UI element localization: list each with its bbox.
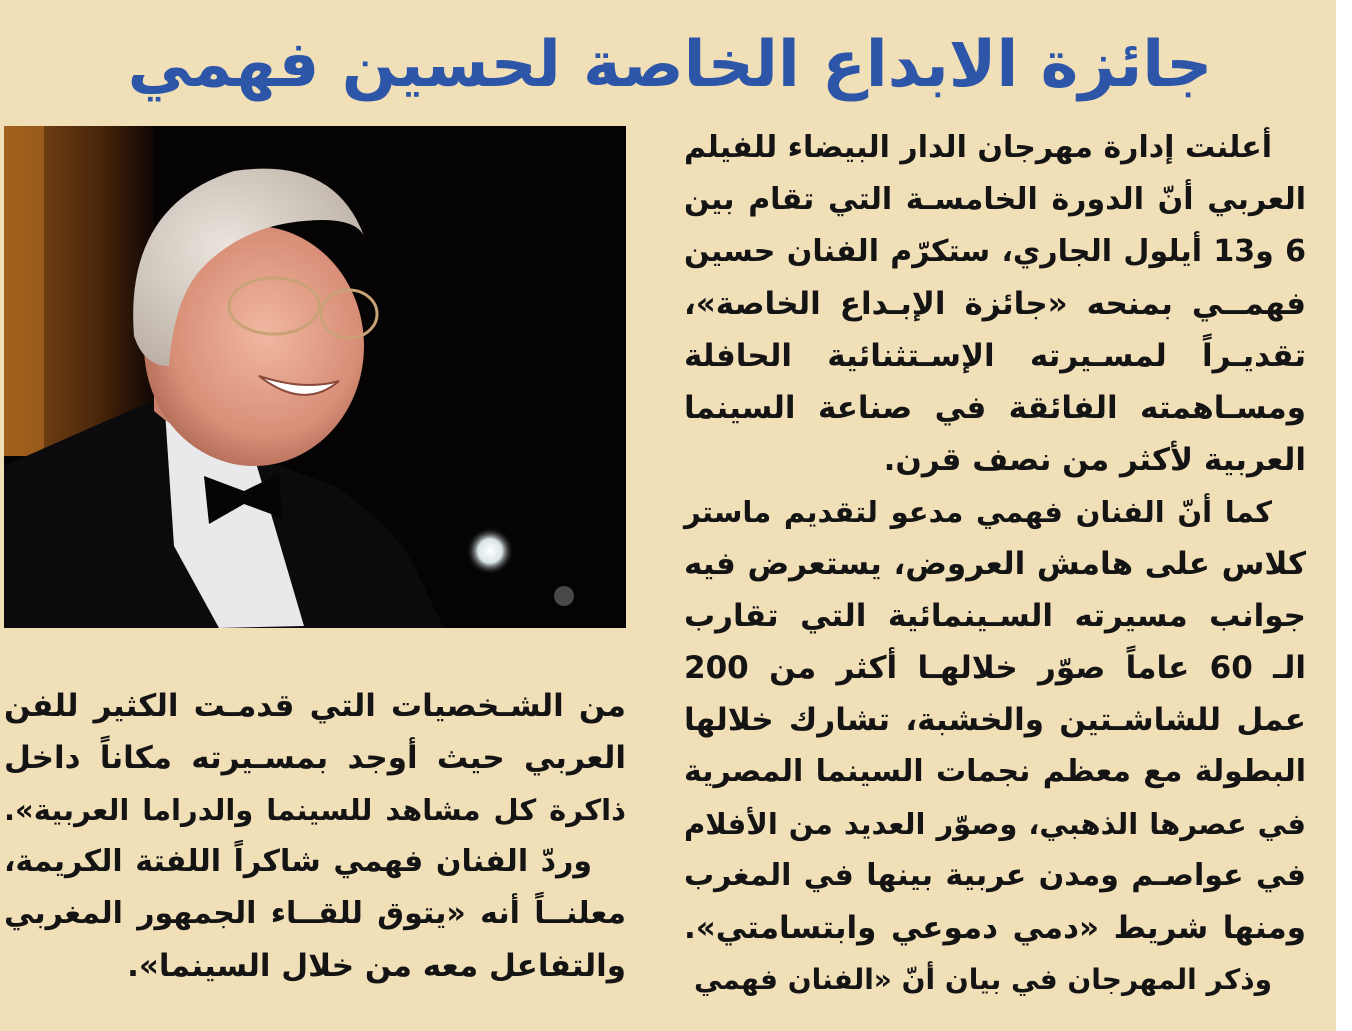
text-line: الـ 60 عاماً صوّر خلالهـا أكثر من 200 bbox=[684, 650, 1306, 686]
text-line: فهمــي بمنحه «جائزة الإبـداع الخاصة»، bbox=[684, 286, 1306, 322]
article-photo bbox=[4, 126, 626, 628]
text-line: معلنــاً أنه «يتوق للقــاء الجمهور المغربي bbox=[4, 896, 626, 931]
article-left-column bbox=[4, 680, 626, 992]
text-line: تقديـراً لمسـيرته الإسـتثنائية الحافلة bbox=[684, 338, 1306, 374]
text-line: ومسـاهمته الفائقة في صناعة السينما bbox=[684, 390, 1306, 426]
text-line: في عواصـم ومدن عربية بينها في المغرب bbox=[684, 858, 1306, 893]
page-edge bbox=[1336, 0, 1352, 1031]
headline: جائزة الابداع الخاصة لحسين فهمي bbox=[127, 28, 1213, 102]
text-line: في عصرها الذهبي، وصوّر العديد من الأفلام bbox=[684, 807, 1306, 841]
text-line: العربي أنّ الدورة الخامسـة التي تقام بين bbox=[684, 182, 1306, 217]
article-right-column bbox=[684, 122, 1306, 1006]
text-line: والتفاعل معه من خلال السينما». bbox=[127, 948, 626, 984]
text-line: عمل للشاشـتين والخشبة، تشارك خلالها bbox=[684, 702, 1306, 738]
text-line: من الشـخصيات التي قدمـت الكثير للفن bbox=[4, 688, 626, 724]
text-line: كما أنّ الفنان فهمي مدعو لتقديم ماستر bbox=[684, 495, 1272, 529]
text-line: كلاس على هامش العروض، يستعرض فيه bbox=[684, 546, 1306, 582]
text-line: جوانب مسيرته السـينمائية التي تقارب bbox=[684, 598, 1306, 634]
text-line: ومنها شريط «دمي دموعي وابتسامتي». bbox=[684, 910, 1306, 946]
text-line: وردّ الفنان فهمي شاكراً اللفتة الكريمة، bbox=[4, 844, 592, 879]
text-line: 6 و13 أيلول الجاري، ستكرّم الفنان حسين bbox=[684, 234, 1306, 269]
text-line: وذكر المهرجان في بيان أنّ «الفنان فهمي bbox=[694, 963, 1272, 996]
text-line: البطولة مع معظم نجمات السينما المصرية bbox=[684, 754, 1306, 789]
text-line: أعلنت إدارة مهرجان الدار البيضاء للفيلم bbox=[684, 130, 1272, 165]
text-line: العربي حيث أوجد بمسـيرته مكاناً داخل bbox=[4, 740, 626, 776]
text-line: العربية لأكثر من نصف قرن. bbox=[883, 442, 1306, 478]
text-line: ذاكرة كل مشاهد للسينما والدراما العربية». bbox=[4, 793, 626, 827]
